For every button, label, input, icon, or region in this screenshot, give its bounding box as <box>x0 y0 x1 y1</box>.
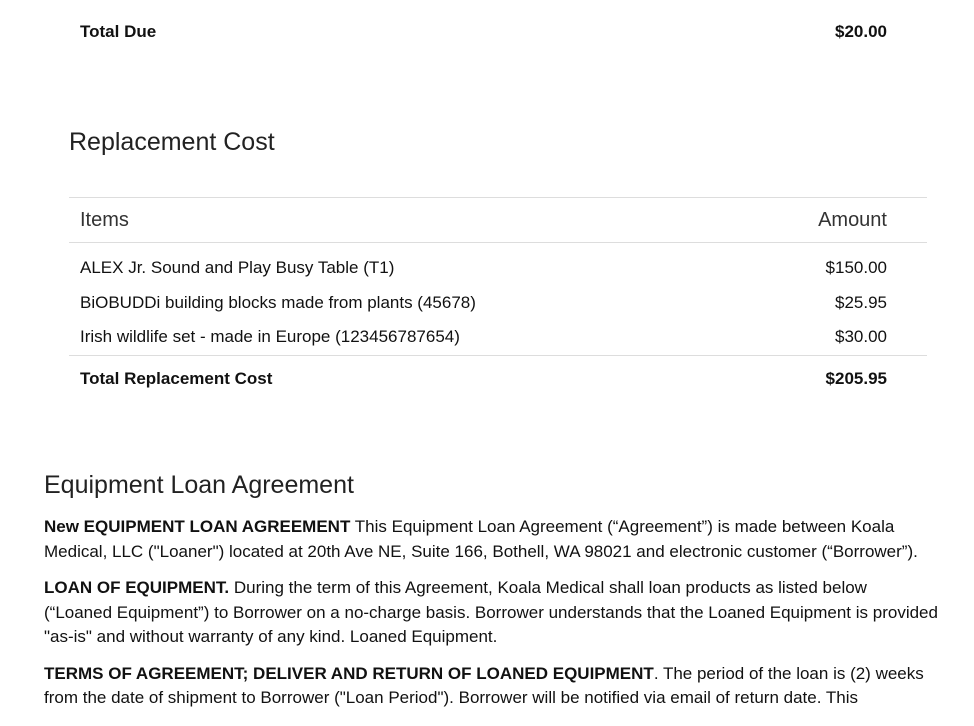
amount-column-header: Amount <box>818 208 887 231</box>
total-replacement-label: Total Replacement Cost <box>80 368 273 388</box>
paragraph-heading: LOAN OF EQUIPMENT. <box>44 578 230 597</box>
loan-agreement-section <box>44 466 939 723</box>
paragraph-heading: New EQUIPMENT LOAN AGREEMENT <box>44 517 351 536</box>
items-column-header: Items <box>80 208 129 231</box>
total-due-label: Total Due <box>80 22 157 41</box>
table-header-row <box>69 198 927 243</box>
item-amount: $150.00 <box>825 258 887 278</box>
agreement-title: Equipment Loan Agreement <box>44 471 354 499</box>
table-row <box>69 243 927 286</box>
replacement-cost-title: Replacement Cost <box>69 128 275 156</box>
paragraph-text: During the term of this Agreement, Koala Medical shall loan products as listed below (“Loaned Equipment”) to Borrower on a no-charge basis. Borrower understands that the Loaned Equipment is provided "as-is" and without warranty of any kind. Loaned Equipment. <box>44 578 938 646</box>
item-name: Irish wildlife set - made in Europe (123456787654) <box>80 327 460 347</box>
total-replacement-amount: $205.95 <box>825 368 887 388</box>
total-replacement-row <box>69 355 927 402</box>
agreement-paragraph <box>44 515 939 564</box>
agreement-paragraph <box>44 662 939 711</box>
table-row <box>69 286 927 321</box>
total-due-row <box>69 16 927 48</box>
agreement-paragraph <box>44 576 939 650</box>
total-due-amount: $20.00 <box>835 22 887 41</box>
item-amount: $25.95 <box>835 292 887 312</box>
paragraph-heading: TERMS OF AGREEMENT; DELIVER AND RETURN OF LOANED EQUIPMENT <box>44 663 654 683</box>
item-amount: $30.00 <box>835 327 887 347</box>
item-name: ALEX Jr. Sound and Play Busy Table (T1) <box>80 258 395 278</box>
item-name: BiOBUDDi building blocks made from plants (45678) <box>80 292 476 312</box>
paragraph-text: This Equipment Loan Agreement (“Agreement”) is made between Koala Medical, LLC ("Loaner") located at 20th Ave NE, Suite 166, Bothell, WA 98021 and electronic customer (“Borrower”). <box>44 517 918 561</box>
replacement-cost-table <box>69 197 927 402</box>
table-row <box>69 320 927 355</box>
paragraph-text: . The period of the loan is (2) weeks from the date of shipment to Borrower ("Loan Period"). Borrower will be notified via email of return date. This <box>44 663 924 707</box>
